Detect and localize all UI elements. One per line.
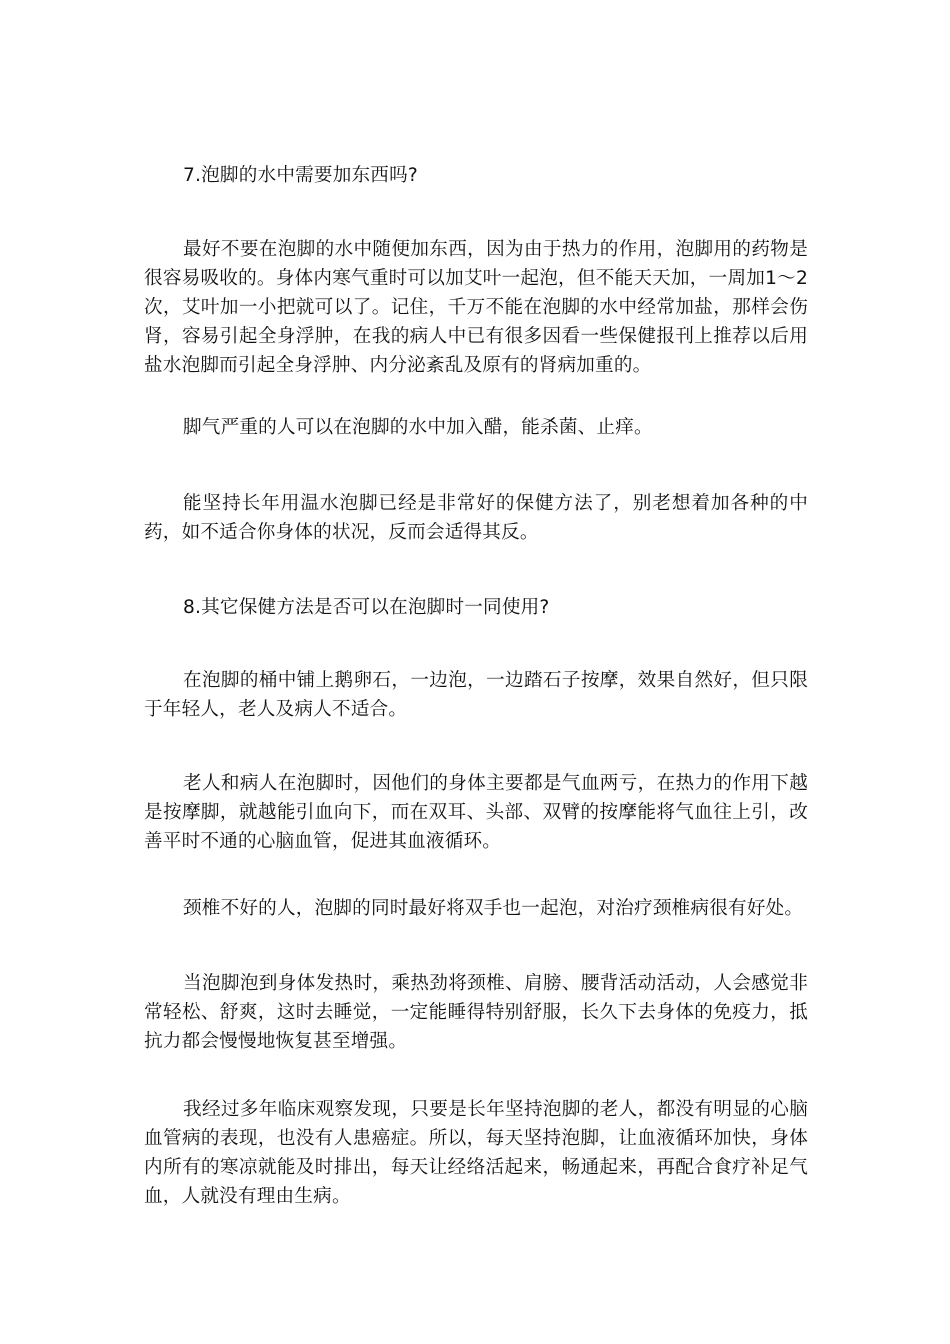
paragraph-observation: 我经过多年临床观察发现，只要是长年坚持泡脚的老人，都没有明显的心脑血管病的表现，也没有人患癌症。所以，每天坚持泡脚，让血液循环加快，身体内所有的寒凉就能及时排出，每天让经络活起来，畅通起来，再配合食疗补足气血，人就没有理由生病。: [144, 1099, 808, 1207]
paragraph-elderly-massage: 老人和病人在泡脚时，因他们的身体主要都是气血两亏，在热力的作用下越是按摩脚，就越能引血向下，而在双耳、头部、双臂的按摩能将气血往上引，改善平时不通的心脑血管，促进其血液循环。: [144, 773, 808, 852]
question-heading-8: 8.其它保健方法是否可以在泡脚时一同使用?: [183, 597, 550, 618]
question-heading-7: 7.泡脚的水中需要加东西吗?: [183, 165, 418, 186]
paragraph-cervical: 颈椎不好的人，泡脚的同时最好将双手也一起泡，对治疗颈椎病很有好处。: [183, 898, 804, 919]
paragraph-additives: 最好不要在泡脚的水中随便加东西，因为由于热力的作用，泡脚用的药物是很容易吸收的。身体内寒气重时可以加艾叶一起泡，但不能天天加，一周加1～2次，艾叶加一小把就可以了。记住，千万不能在泡脚的水中经常加盐，那样会伤肾，容易引起全身浮肿，在我的病人中已有很多因看一些保健报刊上推荐以后用盐水泡脚而引起全身浮肿、内分泌紊乱及原有的肾病加重的。: [144, 239, 808, 376]
paragraph-warm-water: 能坚持长年用温水泡脚已经是非常好的保健方法了，别老想着加各种的中药，如不适合你身体的状况，反而会适得其反。: [144, 493, 808, 543]
paragraph-vinegar: 脚气严重的人可以在泡脚的水中加入醋，能杀菌、止痒。: [183, 417, 653, 438]
paragraph-pebbles: 在泡脚的桶中铺上鹅卵石，一边泡，一边踏石子按摩，效果自然好，但只限于年轻人，老人及病人不适合。: [144, 670, 808, 720]
paragraph-exercise: 当泡脚泡到身体发热时，乘热劲将颈椎、肩膀、腰背活动活动，人会感觉非常轻松、舒爽，这时去睡觉，一定能睡得特别舒服，长久下去身体的免疫力，抵抗力都会慢慢地恢复甚至增强。: [144, 973, 808, 1052]
